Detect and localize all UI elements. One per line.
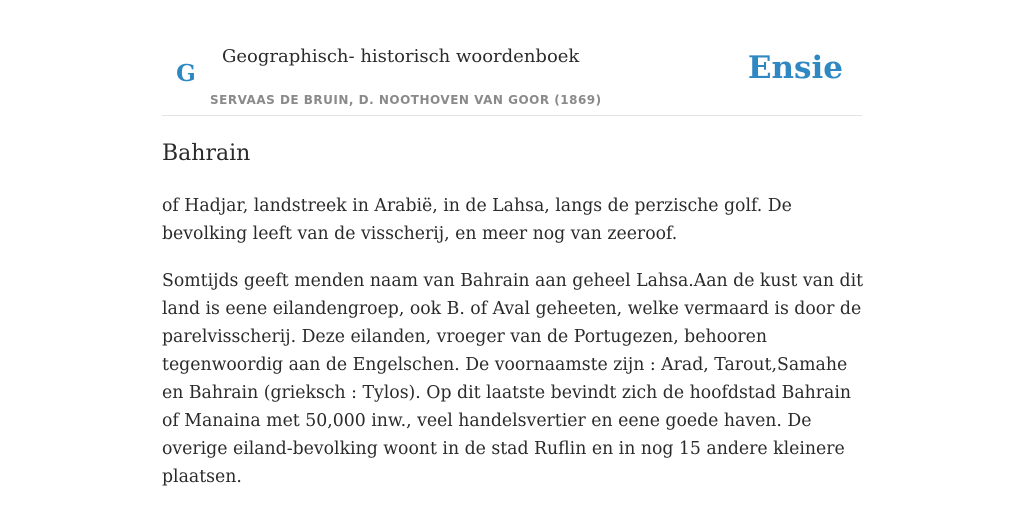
book-header bbox=[162, 40, 862, 116]
ensie-logo[interactable]: Ensie bbox=[747, 50, 843, 86]
entry-paragraph-2: Somtijds geeft menden naam van Bahrain aan geheel Lahsa.Aan de kust van dit land is eene eilandengroep, ook B. of Aval geheeten, welke vermaard is door de parelvisscherij. Deze eilanden, vroeger van de Portugezen, behooren tegenwoordig aan de Engelschen. De voornaamste zijn : Arad, Tarout,Samahe en Bahrain (grieksch : Tylos). Op dit laatste bevindt zich de hoofdstad Bahrain of Manaina met 50,000 inw., veel handelsvertier en eene goede haven. De overige eiland-bevolking woont in de stad Ruflin en in nog 15 andere kleinere plaatsen. bbox=[162, 271, 864, 487]
book-letter-badge[interactable]: G bbox=[176, 59, 196, 87]
book-author-line: SERVAAS DE BRUIN, D. NOOTHOVEN VAN GOOR (1869) bbox=[210, 93, 602, 107]
entry-paragraph-1: of Hadjar, landstreek in Arabië, in de Lahsa, langs de perzische golf. De bevolking leeft van de visscherij, en meer nog van zeeroof. bbox=[162, 196, 792, 244]
book-title[interactable]: Geographisch- historisch woordenboek bbox=[222, 46, 580, 67]
entry-title: Bahrain bbox=[162, 141, 251, 166]
entry-content bbox=[162, 136, 864, 491]
